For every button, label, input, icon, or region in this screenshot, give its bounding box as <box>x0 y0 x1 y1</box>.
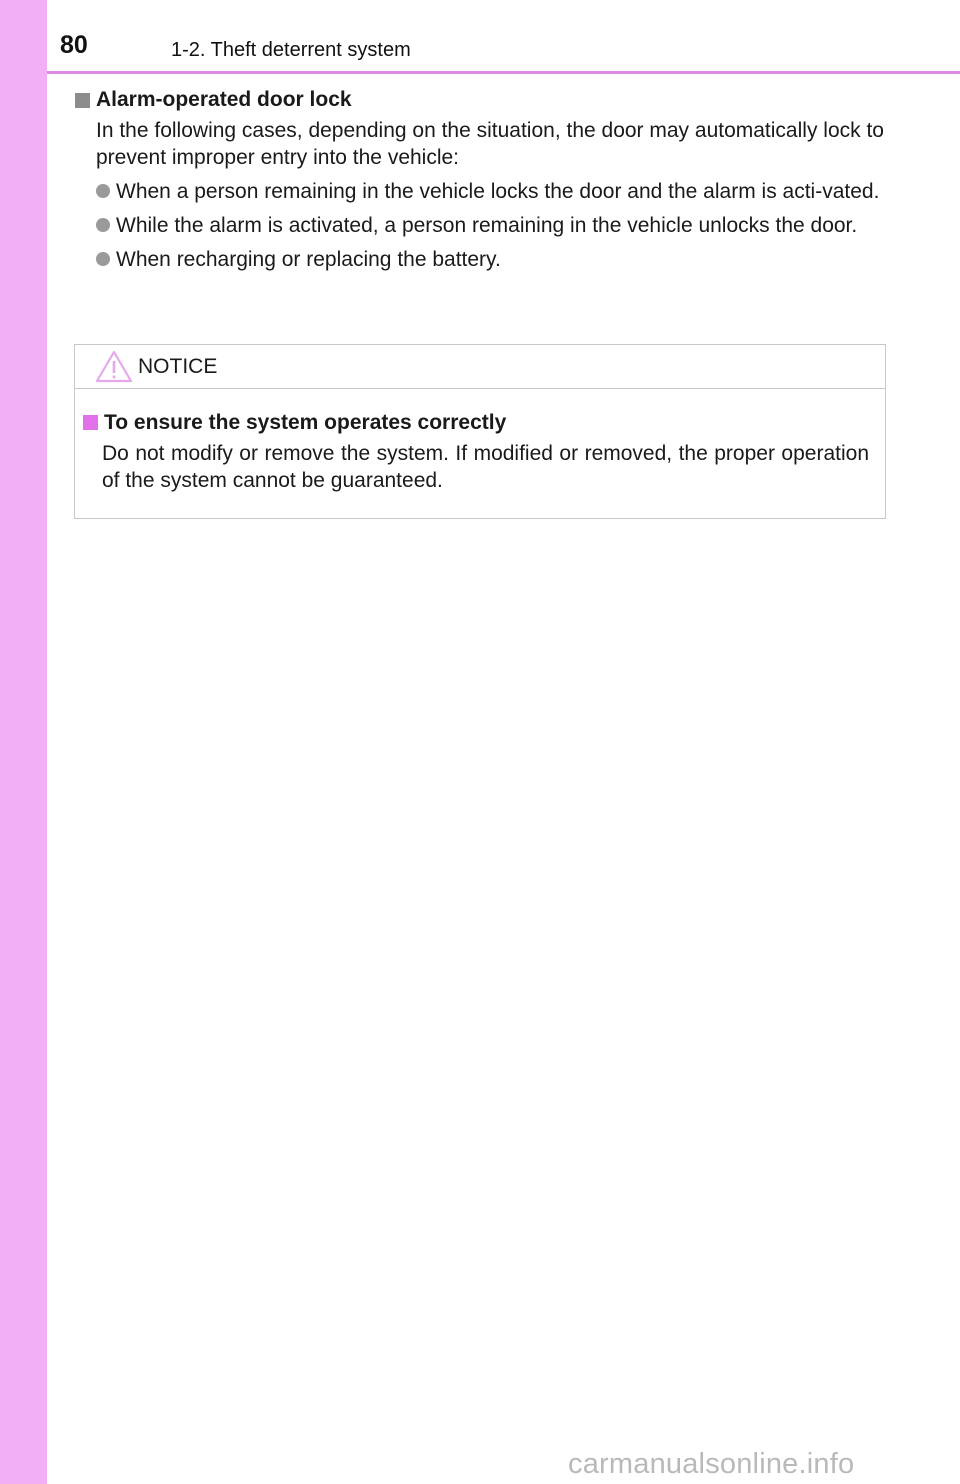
notice-paragraph: Do not modify or remove the system. If modified or removed, the proper operation of the system cannot be guaranteed. <box>102 442 869 492</box>
notice-body <box>75 389 885 494</box>
intro-paragraph: In the following cases, depending on the situation, the door may automatically lock to prevent improper entry into the vehicle: <box>96 119 884 169</box>
list-item-text: While the alarm is activated, a person remaining in the vehicle unlocks the door. <box>116 214 858 237</box>
list-item-text: When a person remaining in the vehicle locks the door and the alarm is acti-vated. <box>116 180 880 203</box>
list-item <box>116 212 887 239</box>
notice-title: NOTICE <box>138 355 218 378</box>
header-rule <box>47 71 960 74</box>
subheading-text: Alarm-operated door lock <box>96 88 352 111</box>
section-title: 1-2. Theft deterrent system <box>171 39 411 61</box>
bullet-dot-icon <box>96 218 110 232</box>
square-bullet-icon <box>83 415 98 430</box>
watermark: carmanualsonline.info <box>568 1448 855 1480</box>
list-item <box>116 178 887 205</box>
bullet-dot-icon <box>96 252 110 266</box>
sidebar-strip <box>0 0 47 1484</box>
main-content <box>75 86 887 273</box>
warning-triangle-icon <box>95 350 133 388</box>
section-subheading <box>75 86 887 114</box>
notice-box <box>74 344 886 519</box>
notice-header <box>75 345 885 389</box>
list-item <box>116 246 887 273</box>
bullet-dot-icon <box>96 184 110 198</box>
page-number: 80 <box>60 31 88 59</box>
list-item-text: When recharging or replacing the battery. <box>116 248 501 271</box>
notice-subheading <box>83 409 869 436</box>
notice-subheading-text: To ensure the system operates correctly <box>104 411 507 434</box>
square-bullet-icon <box>75 93 90 108</box>
